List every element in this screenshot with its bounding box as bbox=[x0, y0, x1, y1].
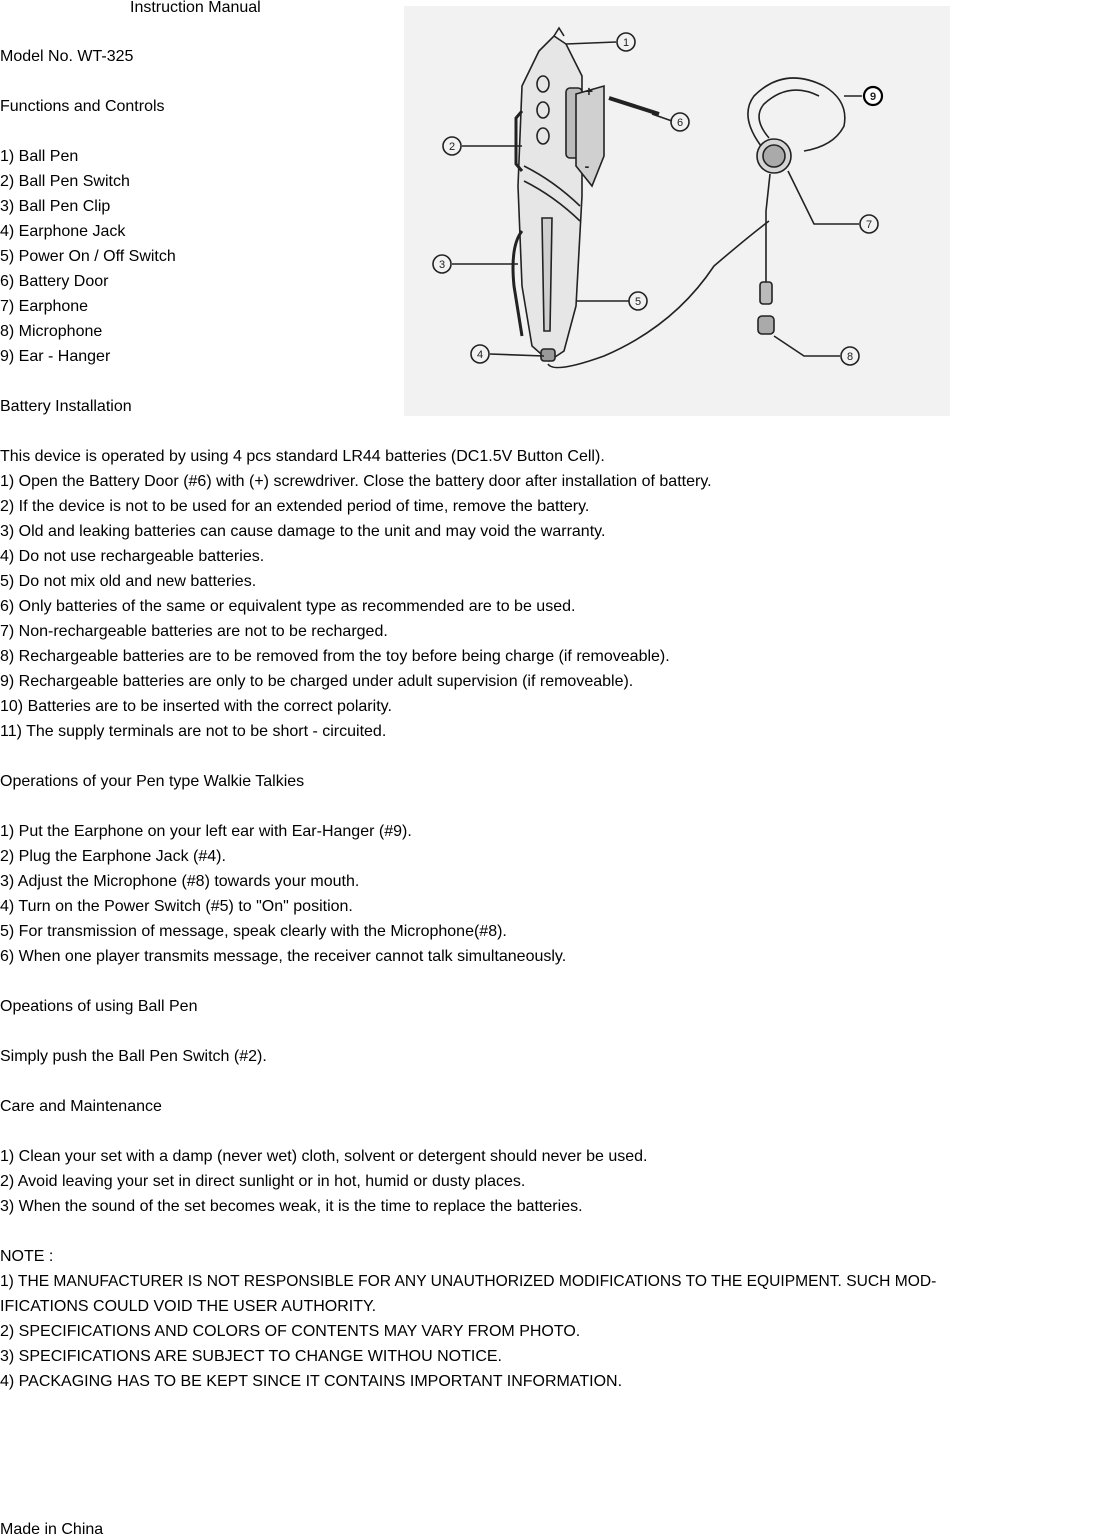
operations-item: 1) Put the Earphone on your left ear with Ear-Hanger (#9). bbox=[0, 823, 412, 840]
battery-heading: Battery Installation bbox=[0, 398, 132, 415]
callout-1: 1 bbox=[622, 37, 630, 49]
callout-6: 6 bbox=[676, 117, 684, 129]
battery-item: 1) Open the Battery Door (#6) with (+) screwdriver. Close the battery door after installation of battery. bbox=[0, 473, 712, 490]
battery-item: 10) Batteries are to be inserted with the correct polarity. bbox=[0, 698, 392, 715]
callout-9: 9 bbox=[869, 91, 877, 103]
battery-item: 9) Rechargeable batteries are only to be charged under adult supervision (if removeable). bbox=[0, 673, 634, 690]
callout-5: 5 bbox=[634, 296, 642, 308]
operations-heading: Operations of your Pen type Walkie Talkies bbox=[0, 773, 305, 790]
callout-2: 2 bbox=[448, 141, 456, 153]
callout-4: 4 bbox=[476, 349, 484, 361]
function-item: 7) Earphone bbox=[0, 298, 89, 315]
function-item: 4) Earphone Jack bbox=[0, 223, 126, 240]
product-illustration bbox=[404, 6, 950, 416]
polarity-minus: - bbox=[584, 158, 590, 174]
polarity-plus: + bbox=[584, 83, 594, 99]
ballpen-text: Simply push the Ball Pen Switch (#2). bbox=[0, 1048, 267, 1065]
function-item: 5) Power On / Off Switch bbox=[0, 248, 176, 265]
callout-7: 7 bbox=[865, 219, 873, 231]
battery-item: 6) Only batteries of the same or equivalent type as recommended are to be used. bbox=[0, 598, 576, 615]
model-number: Model No. WT-325 bbox=[0, 48, 134, 65]
callout-3: 3 bbox=[438, 259, 446, 271]
battery-item: 8) Rechargeable batteries are to be removed from the toy before being charge (if removeable). bbox=[0, 648, 670, 665]
battery-item: 2) If the device is not to be used for an extended period of time, remove the battery. bbox=[0, 498, 590, 515]
battery-item: 11) The supply terminals are not to be short - circuited. bbox=[0, 723, 387, 740]
function-item: 3) Ball Pen Clip bbox=[0, 198, 111, 215]
made-in-label: Made in China bbox=[0, 1521, 104, 1538]
callout-8: 8 bbox=[846, 351, 854, 363]
pen-walkie-talkie-diagram bbox=[404, 6, 950, 416]
note-heading: NOTE : bbox=[0, 1248, 54, 1265]
function-item: 9) Ear - Hanger bbox=[0, 348, 111, 365]
care-heading: Care and Maintenance bbox=[0, 1098, 162, 1115]
note-item: 4) PACKAGING HAS TO BE KEPT SINCE IT CONTAINS IMPORTANT INFORMATION. bbox=[0, 1373, 623, 1390]
function-item: 2) Ball Pen Switch bbox=[0, 173, 130, 190]
note-item: 3) SPECIFICATIONS ARE SUBJECT TO CHANGE WITHOU NOTICE. bbox=[0, 1348, 502, 1365]
operations-item: 2) Plug the Earphone Jack (#4). bbox=[0, 848, 226, 865]
ballpen-heading: Opeations of using Ball Pen bbox=[0, 998, 198, 1015]
battery-item: 7) Non-rechargeable batteries are not to be recharged. bbox=[0, 623, 388, 640]
battery-item: 3) Old and leaking batteries can cause damage to the unit and may void the warranty. bbox=[0, 523, 606, 540]
manual-title: Instruction Manual bbox=[130, 0, 261, 16]
function-item: 6) Battery Door bbox=[0, 273, 109, 290]
functions-heading: Functions and Controls bbox=[0, 98, 165, 115]
care-item: 2) Avoid leaving your set in direct sunlight or in hot, humid or dusty places. bbox=[0, 1173, 526, 1190]
function-item: 8) Microphone bbox=[0, 323, 103, 340]
operations-item: 4) Turn on the Power Switch (#5) to "On" position. bbox=[0, 898, 353, 915]
battery-item: 5) Do not mix old and new batteries. bbox=[0, 573, 257, 590]
care-item: 3) When the sound of the set becomes weak, it is the time to replace the batteries. bbox=[0, 1198, 583, 1215]
battery-intro: This device is operated by using 4 pcs standard LR44 batteries (DC1.5V Button Cell). bbox=[0, 448, 605, 465]
note-item: IFICATIONS COULD VOID THE USER AUTHORITY. bbox=[0, 1298, 377, 1315]
function-item: 1) Ball Pen bbox=[0, 148, 79, 165]
operations-item: 6) When one player transmits message, the receiver cannot talk simultaneously. bbox=[0, 948, 567, 965]
note-item: 1) THE MANUFACTURER IS NOT RESPONSIBLE FOR ANY UNAUTHORIZED MODIFICATIONS TO THE EQUIPMENT. SUCH MOD- bbox=[0, 1273, 937, 1290]
operations-item: 3) Adjust the Microphone (#8) towards your mouth. bbox=[0, 873, 360, 890]
care-item: 1) Clean your set with a damp (never wet) cloth, solvent or detergent should never be used. bbox=[0, 1148, 648, 1165]
battery-item: 4) Do not use rechargeable batteries. bbox=[0, 548, 265, 565]
note-item: 2) SPECIFICATIONS AND COLORS OF CONTENTS MAY VARY FROM PHOTO. bbox=[0, 1323, 581, 1340]
operations-item: 5) For transmission of message, speak clearly with the Microphone(#8). bbox=[0, 923, 507, 940]
